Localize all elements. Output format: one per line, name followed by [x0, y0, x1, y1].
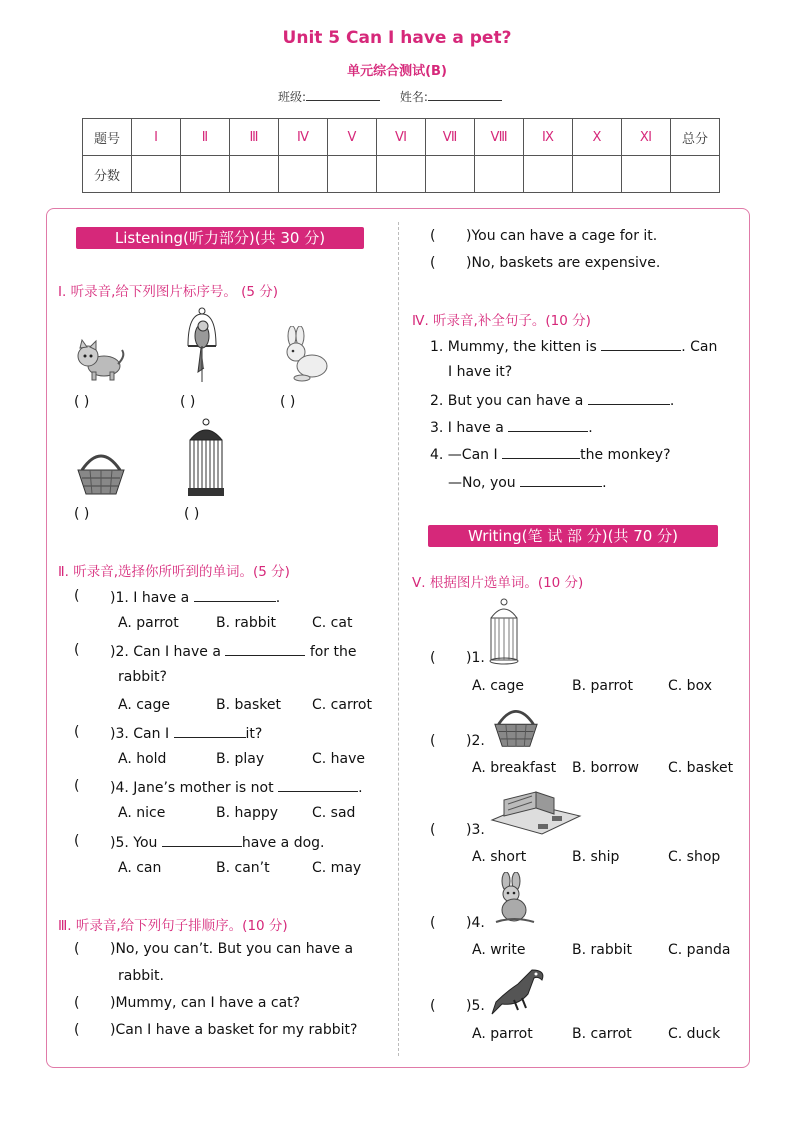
open-paren[interactable]: ( [74, 642, 80, 658]
open-paren[interactable]: ( [74, 941, 80, 957]
score-input-cell[interactable] [622, 156, 671, 193]
birdcage-icon [488, 598, 520, 666]
sentence: )Mummy, can I have a cat? [110, 995, 301, 1011]
option: C. shop [668, 849, 721, 865]
score-input-cell[interactable] [328, 156, 377, 193]
question-text: —No, you [448, 475, 516, 491]
open-paren[interactable]: ( [74, 724, 80, 740]
item-number: )4. [466, 915, 485, 931]
score-cell: Ⅴ [328, 119, 377, 156]
question-4-2 [430, 391, 674, 409]
period: . [669, 393, 675, 409]
score-input-cell[interactable] [230, 156, 279, 193]
option: C. carrot [312, 697, 372, 713]
answer-blank[interactable] [225, 642, 305, 656]
parrot-icon [488, 964, 548, 1016]
option: A. nice [118, 805, 166, 821]
question-text: the monkey? [580, 447, 671, 463]
answer-blank[interactable] [194, 588, 276, 602]
sentence: )No, you can’t. But you can have a [110, 941, 354, 957]
score-input-cell[interactable] [475, 156, 524, 193]
question-4-4 [430, 445, 671, 463]
option: B. rabbit [216, 615, 276, 631]
item-number: )5. [466, 998, 485, 1014]
score-cell: Ⅹ [573, 119, 622, 156]
section-2-title: Ⅱ. 听录音,选择你所听到的单词。(5 分) [58, 564, 290, 580]
option: C. box [668, 678, 712, 694]
option: C. basket [668, 760, 734, 776]
score-table [82, 118, 720, 193]
open-paren[interactable]: ( [74, 833, 80, 849]
score-cell: Ⅱ [181, 119, 230, 156]
score-input-cell[interactable] [132, 156, 181, 193]
basket-icon [490, 704, 542, 750]
item-number: )1. [466, 650, 485, 666]
open-paren[interactable]: ( [74, 1022, 80, 1038]
answer-paren[interactable]: ( ) [180, 394, 196, 410]
answer-paren[interactable]: ( ) [280, 394, 296, 410]
score-input-cell[interactable] [573, 156, 622, 193]
option: A. write [472, 942, 526, 958]
score-input-cell[interactable] [426, 156, 475, 193]
score-value-row [83, 156, 720, 193]
option: A. breakfast [472, 760, 557, 776]
option: C. may [312, 860, 362, 876]
answer-blank[interactable] [508, 418, 588, 432]
question-2-3 [110, 724, 262, 742]
open-paren[interactable]: ( [430, 733, 436, 749]
question-4-4b [448, 473, 607, 491]
score-cell: Ⅸ [524, 119, 573, 156]
open-paren[interactable]: ( [74, 588, 80, 604]
class-blank[interactable] [306, 88, 380, 101]
name-blank[interactable] [428, 88, 502, 101]
option: B. can’t [216, 860, 270, 876]
section-4-title: Ⅳ. 听录音,补全句子。(10 分) [412, 313, 591, 329]
period: . [588, 420, 593, 436]
rabbit-icon [492, 872, 538, 926]
question-text: for the [309, 644, 357, 660]
name-label: 姓名: [399, 90, 428, 104]
question-text: rabbit? [118, 669, 167, 685]
sentence: )Can I have a basket for my rabbit? [110, 1022, 358, 1038]
score-cell: Ⅵ [377, 119, 426, 156]
score-input-cell[interactable] [377, 156, 426, 193]
score-cell: Ⅰ [132, 119, 181, 156]
period: . [358, 780, 363, 796]
score-cell: Ⅲ [230, 119, 279, 156]
answer-blank[interactable] [601, 337, 681, 351]
option: A. short [472, 849, 527, 865]
parrot-on-perch-icon [184, 306, 220, 384]
period: . [602, 475, 607, 491]
sentence: )You can have a cage for it. [466, 228, 658, 244]
option: C. have [312, 751, 366, 767]
open-paren[interactable]: ( [430, 822, 436, 838]
column-divider [398, 222, 399, 1056]
question-text: )2. Can I have a [110, 644, 221, 660]
question-2-4 [110, 778, 363, 796]
answer-paren[interactable]: ( ) [184, 506, 200, 522]
option: C. duck [668, 1026, 721, 1042]
score-input-cell[interactable] [671, 156, 720, 193]
period: . [275, 590, 281, 606]
answer-blank[interactable] [278, 778, 358, 792]
birdcage-icon [186, 418, 226, 498]
question-text: )5. You [110, 835, 158, 851]
rabbit-icon [280, 326, 330, 382]
option: A. can [118, 860, 162, 876]
basket-icon [74, 448, 128, 498]
answer-blank[interactable] [162, 833, 242, 847]
option: C. panda [668, 942, 731, 958]
question-text: 3. I have a [430, 420, 504, 436]
open-paren[interactable]: ( [74, 995, 80, 1011]
class-name-line [278, 88, 518, 105]
score-cell: 题号 [83, 119, 132, 156]
question-text: )1. I have a [110, 590, 190, 606]
option: C. cat [312, 615, 353, 631]
question-4-3 [430, 418, 593, 436]
option: A. cage [472, 678, 525, 694]
question-text: have a dog. [241, 835, 325, 851]
sentence: rabbit. [118, 968, 164, 984]
answer-blank[interactable] [502, 445, 580, 459]
writing-banner: Writing(笔 试 部 分)(共 70 分) [428, 525, 718, 547]
open-paren[interactable]: ( [430, 915, 436, 931]
shop-building-icon [490, 790, 582, 838]
item-number: )2. [466, 733, 485, 749]
score-cell: Ⅳ [279, 119, 328, 156]
score-input-cell[interactable] [279, 156, 328, 193]
score-input-cell[interactable] [524, 156, 573, 193]
open-paren[interactable]: ( [74, 778, 80, 794]
option: A. parrot [472, 1026, 533, 1042]
option: A. parrot [118, 615, 179, 631]
question-text: 2. But you can have a [430, 393, 584, 409]
open-paren[interactable]: ( [430, 650, 436, 666]
score-cell: 总分 [671, 119, 720, 156]
open-paren[interactable]: ( [430, 228, 436, 244]
section-5-title: Ⅴ. 根据图片选单词。(10 分) [412, 575, 584, 591]
class-label: 班级: [278, 90, 307, 104]
answer-blank[interactable] [588, 391, 670, 405]
option: B. basket [216, 697, 281, 713]
question-text: 4. —Can I [430, 447, 498, 463]
score-cell: Ⅷ [475, 119, 524, 156]
option: B. parrot [572, 678, 633, 694]
answer-paren[interactable]: ( ) [74, 394, 90, 410]
answer-blank[interactable] [520, 473, 602, 487]
score-input-cell[interactable] [181, 156, 230, 193]
page-title: Unit 5 Can I have a pet? [282, 28, 512, 48]
open-paren[interactable]: ( [430, 255, 436, 271]
score-header-row [83, 119, 720, 156]
question-text: 1. Mummy, the kitten is [430, 339, 597, 355]
listening-banner: Listening(听力部分)(共 30 分) [76, 227, 364, 249]
question-2-1 [110, 588, 280, 606]
question-text: )4. Jane’s mother is not [110, 780, 274, 796]
page-subtitle: 单元综合测试(B) [347, 64, 447, 79]
option: C. sad [312, 805, 356, 821]
answer-blank[interactable] [174, 724, 246, 738]
question-2-2 [110, 642, 357, 660]
score-cell: Ⅶ [426, 119, 475, 156]
option: B. play [216, 751, 265, 767]
question-4-1 [430, 337, 717, 355]
open-paren[interactable]: ( [430, 998, 436, 1014]
answer-paren[interactable]: ( ) [74, 506, 90, 522]
question-text: I have it? [448, 364, 513, 380]
score-cell: Ⅺ [622, 119, 671, 156]
question-text: it? [245, 726, 263, 742]
question-2-5 [110, 833, 324, 851]
section-3-title: Ⅲ. 听录音,给下列句子排顺序。(10 分) [58, 918, 288, 934]
option: B. carrot [572, 1026, 632, 1042]
item-number: )3. [466, 822, 485, 838]
option: A. cage [118, 697, 171, 713]
sentence: )No, baskets are expensive. [466, 255, 661, 271]
option: B. ship [572, 849, 620, 865]
option: B. rabbit [572, 942, 632, 958]
kitten-icon [74, 338, 128, 382]
option: A. hold [118, 751, 167, 767]
option: B. happy [216, 805, 279, 821]
question-text: . Can [681, 339, 718, 355]
score-row-label: 分数 [83, 156, 132, 193]
question-text: )3. Can I [110, 726, 170, 742]
option: B. borrow [572, 760, 639, 776]
section-1-title: Ⅰ. 听录音,给下列图片标序号。 (5 分) [58, 284, 279, 300]
